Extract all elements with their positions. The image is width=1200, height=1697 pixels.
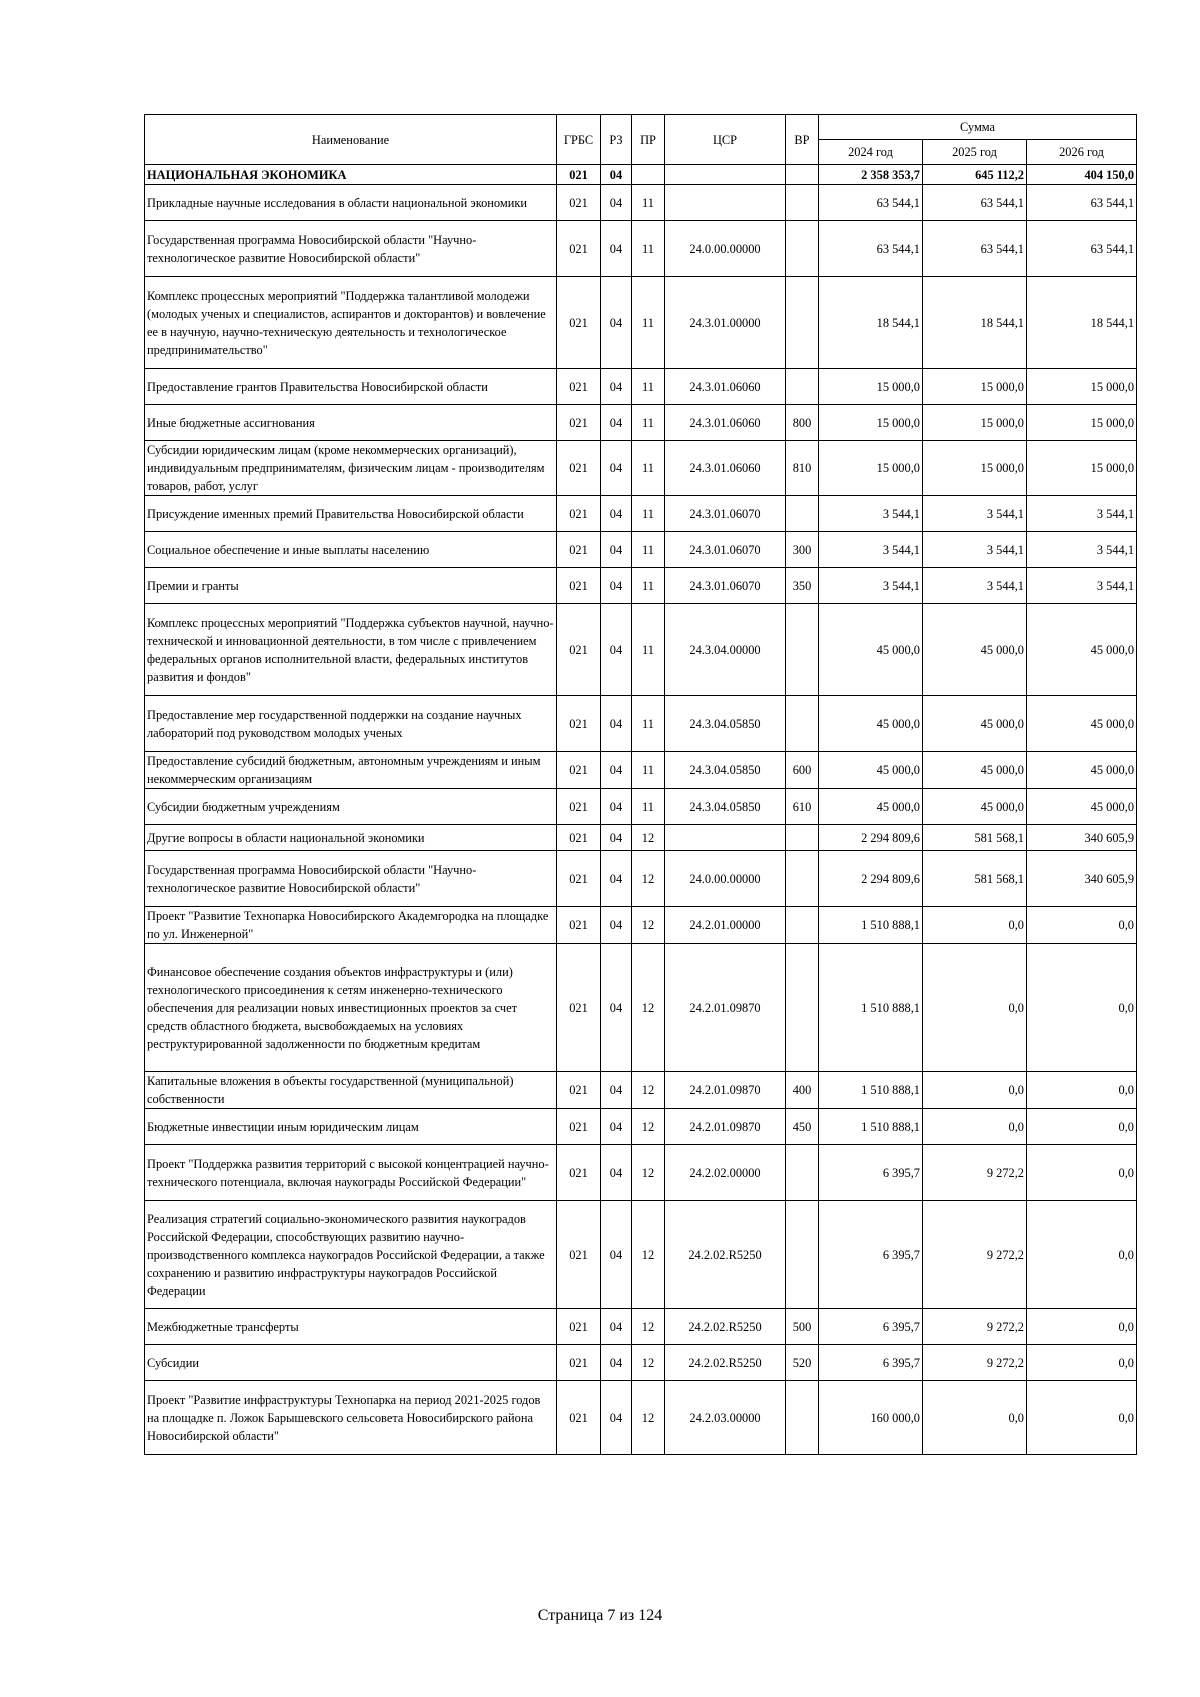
row-amount-2024: 45 000,0 (819, 696, 923, 752)
row-amount-2025: 15 000,0 (923, 405, 1027, 441)
row-amount-2025: 581 568,1 (923, 851, 1027, 907)
row-grbs: 021 (557, 1345, 601, 1381)
row-pr: 11 (632, 369, 665, 405)
row-pr: 12 (632, 851, 665, 907)
row-csr: 24.2.02.R5250 (665, 1309, 786, 1345)
table-row (145, 1201, 1137, 1309)
row-amount-2024: 1 510 888,1 (819, 1072, 923, 1109)
header-year-2025: 2025 год (923, 140, 1027, 165)
row-vr (786, 944, 819, 1072)
row-amount-2025: 15 000,0 (923, 369, 1027, 405)
row-csr: 24.2.01.09870 (665, 1072, 786, 1109)
table-row (145, 277, 1137, 369)
table-row (145, 752, 1137, 789)
row-amount-2024: 1 510 888,1 (819, 1109, 923, 1145)
row-amount-2024: 160 000,0 (819, 1381, 923, 1455)
row-vr: 610 (786, 789, 819, 825)
row-grbs: 021 (557, 1145, 601, 1201)
row-pr: 11 (632, 532, 665, 568)
table-row (145, 825, 1137, 851)
row-amount-2026: 15 000,0 (1027, 405, 1137, 441)
table-row (145, 1345, 1137, 1381)
row-amount-2026: 340 605,9 (1027, 851, 1137, 907)
row-vr (786, 1201, 819, 1309)
row-vr: 810 (786, 441, 819, 496)
table-row (145, 441, 1137, 496)
header-year-2026: 2026 год (1027, 140, 1137, 165)
row-rz: 04 (601, 1109, 632, 1145)
row-grbs: 021 (557, 496, 601, 532)
row-amount-2024: 3 544,1 (819, 532, 923, 568)
table-row (145, 405, 1137, 441)
row-rz: 04 (601, 944, 632, 1072)
row-amount-2024: 15 000,0 (819, 405, 923, 441)
row-amount-2026: 3 544,1 (1027, 568, 1137, 604)
row-rz: 04 (601, 851, 632, 907)
row-pr: 12 (632, 1345, 665, 1381)
row-csr: 24.3.01.06060 (665, 405, 786, 441)
row-grbs: 021 (557, 907, 601, 944)
table-row (145, 165, 1137, 185)
row-csr (665, 825, 786, 851)
row-rz: 04 (601, 568, 632, 604)
row-amount-2024: 2 294 809,6 (819, 825, 923, 851)
row-rz: 04 (601, 1381, 632, 1455)
table-row (145, 851, 1137, 907)
row-pr: 11 (632, 405, 665, 441)
row-amount-2024: 6 395,7 (819, 1309, 923, 1345)
row-grbs: 021 (557, 185, 601, 221)
row-name: Реализация стратегий социально-экономического развития наукоградов Российской Федерации, способствующих развитию научно-производственного комплекса наукоградов Российской Федерации, а также сохранению и развитию инфраструктуры наукоградов Российской Федерации (145, 1201, 557, 1309)
row-rz: 04 (601, 277, 632, 369)
row-pr: 11 (632, 277, 665, 369)
row-vr: 400 (786, 1072, 819, 1109)
table-row (145, 1109, 1137, 1145)
row-csr: 24.3.01.06070 (665, 568, 786, 604)
row-name: Финансовое обеспечение создания объектов инфраструктуры и (или) технологического присоединения к сетям инженерно-технического обеспечения для реализации новых инвестиционных проектов за счет средств областного бюджета, высвобождаемых на условиях реструктурированной задолженности по бюджетным кредитам (145, 944, 557, 1072)
row-amount-2025: 0,0 (923, 1381, 1027, 1455)
row-vr (786, 165, 819, 185)
row-pr: 12 (632, 1109, 665, 1145)
table-row (145, 789, 1137, 825)
row-amount-2024: 3 544,1 (819, 496, 923, 532)
row-amount-2026: 0,0 (1027, 1381, 1137, 1455)
row-amount-2026: 0,0 (1027, 944, 1137, 1072)
row-amount-2025: 3 544,1 (923, 568, 1027, 604)
row-csr: 24.3.01.06060 (665, 441, 786, 496)
row-amount-2024: 63 544,1 (819, 185, 923, 221)
row-grbs: 021 (557, 165, 601, 185)
row-amount-2025: 0,0 (923, 944, 1027, 1072)
row-amount-2025: 581 568,1 (923, 825, 1027, 851)
row-amount-2025: 45 000,0 (923, 604, 1027, 696)
row-name: Капитальные вложения в объекты государственной (муниципальной) собственности (145, 1072, 557, 1109)
row-amount-2026: 3 544,1 (1027, 496, 1137, 532)
row-amount-2024: 6 395,7 (819, 1345, 923, 1381)
row-csr: 24.0.00.00000 (665, 851, 786, 907)
row-amount-2025: 9 272,2 (923, 1345, 1027, 1381)
table-body (145, 165, 1137, 1455)
row-amount-2026: 0,0 (1027, 1072, 1137, 1109)
row-name: Бюджетные инвестиции иным юридическим лицам (145, 1109, 557, 1145)
row-grbs: 021 (557, 825, 601, 851)
row-rz: 04 (601, 405, 632, 441)
row-amount-2024: 18 544,1 (819, 277, 923, 369)
row-amount-2025: 9 272,2 (923, 1309, 1027, 1345)
row-amount-2025: 9 272,2 (923, 1201, 1027, 1309)
row-rz: 04 (601, 441, 632, 496)
table-row (145, 369, 1137, 405)
row-grbs: 021 (557, 532, 601, 568)
row-vr: 350 (786, 568, 819, 604)
row-rz: 04 (601, 1145, 632, 1201)
row-amount-2024: 6 395,7 (819, 1201, 923, 1309)
table-row (145, 496, 1137, 532)
table-row (145, 1309, 1137, 1345)
header-csr: ЦСР (665, 115, 786, 165)
row-amount-2025: 15 000,0 (923, 441, 1027, 496)
row-grbs: 021 (557, 789, 601, 825)
row-amount-2025: 9 272,2 (923, 1145, 1027, 1201)
row-vr: 800 (786, 405, 819, 441)
row-vr (786, 369, 819, 405)
row-vr (786, 907, 819, 944)
row-name: Комплекс процессных мероприятий "Поддержка субъектов научной, научно-технической и инновационной деятельности, в том числе с привлечением федеральных органов исполнительной власти, федеральных институтов развития и фондов" (145, 604, 557, 696)
row-amount-2026: 0,0 (1027, 1109, 1137, 1145)
row-vr (786, 851, 819, 907)
table-row (145, 944, 1137, 1072)
row-grbs: 021 (557, 405, 601, 441)
row-vr: 500 (786, 1309, 819, 1345)
table-row (145, 696, 1137, 752)
row-grbs: 021 (557, 1381, 601, 1455)
row-pr: 11 (632, 604, 665, 696)
row-rz: 04 (601, 221, 632, 277)
row-vr: 300 (786, 532, 819, 568)
header-vr: ВР (786, 115, 819, 165)
row-amount-2026: 15 000,0 (1027, 369, 1137, 405)
row-name: Субсидии юридическим лицам (кроме некоммерческих организаций), индивидуальным предпринимателям, физическим лицам - производителям товаров, работ, услуг (145, 441, 557, 496)
row-pr: 11 (632, 696, 665, 752)
row-amount-2026: 404 150,0 (1027, 165, 1137, 185)
row-csr: 24.2.02.00000 (665, 1145, 786, 1201)
row-amount-2026: 45 000,0 (1027, 696, 1137, 752)
row-name: Субсидии бюджетным учреждениям (145, 789, 557, 825)
row-pr: 11 (632, 752, 665, 789)
row-rz: 04 (601, 1072, 632, 1109)
row-rz: 04 (601, 696, 632, 752)
row-csr: 24.3.04.05850 (665, 789, 786, 825)
row-amount-2026: 45 000,0 (1027, 789, 1137, 825)
row-csr: 24.2.02.R5250 (665, 1201, 786, 1309)
table-row (145, 907, 1137, 944)
row-name: Предоставление грантов Правительства Новосибирской области (145, 369, 557, 405)
row-amount-2024: 45 000,0 (819, 604, 923, 696)
row-pr: 11 (632, 185, 665, 221)
row-amount-2025: 0,0 (923, 1109, 1027, 1145)
table-row (145, 185, 1137, 221)
row-amount-2025: 63 544,1 (923, 185, 1027, 221)
row-pr: 11 (632, 568, 665, 604)
row-amount-2025: 645 112,2 (923, 165, 1027, 185)
row-amount-2025: 63 544,1 (923, 221, 1027, 277)
table-header (145, 115, 1137, 165)
row-csr: 24.2.01.00000 (665, 907, 786, 944)
row-name: НАЦИОНАЛЬНАЯ ЭКОНОМИКА (145, 165, 557, 185)
row-amount-2026: 0,0 (1027, 1345, 1137, 1381)
table-row (145, 1145, 1137, 1201)
row-csr (665, 185, 786, 221)
table-row (145, 221, 1137, 277)
row-grbs: 021 (557, 221, 601, 277)
row-pr: 12 (632, 1309, 665, 1345)
row-name: Прикладные научные исследования в области национальной экономики (145, 185, 557, 221)
row-rz: 04 (601, 825, 632, 851)
row-amount-2024: 6 395,7 (819, 1145, 923, 1201)
header-year-2024: 2024 год (819, 140, 923, 165)
row-amount-2026: 18 544,1 (1027, 277, 1137, 369)
row-pr: 12 (632, 1201, 665, 1309)
row-vr (786, 185, 819, 221)
row-amount-2025: 45 000,0 (923, 696, 1027, 752)
row-rz: 04 (601, 1345, 632, 1381)
row-name: Социальное обеспечение и иные выплаты населению (145, 532, 557, 568)
row-rz: 04 (601, 165, 632, 185)
row-vr (786, 221, 819, 277)
header-sum: Сумма (819, 115, 1137, 140)
row-pr: 12 (632, 944, 665, 1072)
row-rz: 04 (601, 789, 632, 825)
row-csr: 24.3.01.06060 (665, 369, 786, 405)
row-vr (786, 825, 819, 851)
row-amount-2026: 3 544,1 (1027, 532, 1137, 568)
row-csr: 24.2.01.09870 (665, 1109, 786, 1145)
row-csr: 24.2.01.09870 (665, 944, 786, 1072)
row-pr: 11 (632, 441, 665, 496)
page-number: Страница 7 из 124 (537, 1607, 663, 1624)
row-rz: 04 (601, 1309, 632, 1345)
row-grbs: 021 (557, 944, 601, 1072)
row-amount-2026: 63 544,1 (1027, 185, 1137, 221)
row-pr: 12 (632, 1145, 665, 1201)
row-amount-2025: 45 000,0 (923, 789, 1027, 825)
row-pr: 11 (632, 221, 665, 277)
row-name: Государственная программа Новосибирской области "Научно-технологическое развитие Новосибирской области" (145, 851, 557, 907)
row-rz: 04 (601, 604, 632, 696)
row-amount-2026: 340 605,9 (1027, 825, 1137, 851)
row-csr: 24.2.02.R5250 (665, 1345, 786, 1381)
row-name: Проект "Развитие Технопарка Новосибирского Академгородка на площадке по ул. Инженерной" (145, 907, 557, 944)
row-pr (632, 165, 665, 185)
row-name: Проект "Развитие инфраструктуры Технопарка на период 2021-2025 годов на площадке п. Ложок Барышевского сельсовета Новосибирского района Новосибирской области" (145, 1381, 557, 1455)
row-amount-2026: 45 000,0 (1027, 604, 1137, 696)
row-pr: 11 (632, 789, 665, 825)
row-grbs: 021 (557, 1201, 601, 1309)
row-amount-2026: 15 000,0 (1027, 441, 1137, 496)
row-vr (786, 277, 819, 369)
row-name: Проект "Поддержка развития территорий с высокой концентрацией научно-технического потенциала, включая наукограды Российской Федерации" (145, 1145, 557, 1201)
row-csr: 24.3.01.00000 (665, 277, 786, 369)
row-amount-2024: 15 000,0 (819, 441, 923, 496)
row-csr: 24.3.04.05850 (665, 752, 786, 789)
row-name: Другие вопросы в области национальной экономики (145, 825, 557, 851)
row-vr: 520 (786, 1345, 819, 1381)
row-amount-2024: 2 294 809,6 (819, 851, 923, 907)
row-grbs: 021 (557, 1109, 601, 1145)
row-amount-2024: 1 510 888,1 (819, 944, 923, 1072)
row-amount-2025: 0,0 (923, 907, 1027, 944)
row-grbs: 021 (557, 604, 601, 696)
row-csr: 24.3.04.05850 (665, 696, 786, 752)
row-grbs: 021 (557, 568, 601, 604)
row-amount-2024: 45 000,0 (819, 752, 923, 789)
row-csr: 24.3.01.06070 (665, 496, 786, 532)
row-grbs: 021 (557, 1072, 601, 1109)
row-name: Премии и гранты (145, 568, 557, 604)
row-grbs: 021 (557, 696, 601, 752)
row-name: Предоставление мер государственной поддержки на создание научных лабораторий под руководством молодых ученых (145, 696, 557, 752)
row-amount-2025: 0,0 (923, 1072, 1027, 1109)
row-name: Комплекс процессных мероприятий "Поддержка талантливой молодежи (молодых ученых и специалистов, аспирантов и докторантов) и вовлечение ее в научную, научно-техническую деятельность и технологическое предпринимательство" (145, 277, 557, 369)
row-rz: 04 (601, 369, 632, 405)
row-rz: 04 (601, 1201, 632, 1309)
header-rz: РЗ (601, 115, 632, 165)
row-rz: 04 (601, 907, 632, 944)
row-rz: 04 (601, 185, 632, 221)
row-vr: 600 (786, 752, 819, 789)
row-vr (786, 696, 819, 752)
header-pr: ПР (632, 115, 665, 165)
table-row (145, 532, 1137, 568)
row-vr (786, 604, 819, 696)
row-pr: 11 (632, 496, 665, 532)
row-amount-2024: 2 358 353,7 (819, 165, 923, 185)
row-csr: 24.3.04.00000 (665, 604, 786, 696)
row-name: Государственная программа Новосибирской области "Научно-технологическое развитие Новосибирской области" (145, 221, 557, 277)
row-amount-2026: 63 544,1 (1027, 221, 1137, 277)
row-vr: 450 (786, 1109, 819, 1145)
row-grbs: 021 (557, 851, 601, 907)
row-csr: 24.3.01.06070 (665, 532, 786, 568)
header-name: Наименование (145, 115, 557, 165)
row-name: Межбюджетные трансферты (145, 1309, 557, 1345)
table-row (145, 604, 1137, 696)
row-amount-2026: 45 000,0 (1027, 752, 1137, 789)
row-name: Предоставление субсидий бюджетным, автономным учреждениям и иным некоммерческим организациям (145, 752, 557, 789)
row-rz: 04 (601, 532, 632, 568)
row-amount-2024: 63 544,1 (819, 221, 923, 277)
row-amount-2024: 45 000,0 (819, 789, 923, 825)
row-rz: 04 (601, 752, 632, 789)
table-row (145, 1381, 1137, 1455)
row-amount-2024: 1 510 888,1 (819, 907, 923, 944)
table-row (145, 568, 1137, 604)
row-grbs: 021 (557, 369, 601, 405)
row-name: Присуждение именных премий Правительства Новосибирской области (145, 496, 557, 532)
row-vr (786, 1145, 819, 1201)
row-name: Иные бюджетные ассигнования (145, 405, 557, 441)
row-amount-2025: 3 544,1 (923, 496, 1027, 532)
row-amount-2025: 18 544,1 (923, 277, 1027, 369)
row-amount-2026: 0,0 (1027, 907, 1137, 944)
row-csr: 24.2.03.00000 (665, 1381, 786, 1455)
table-row (145, 1072, 1137, 1109)
row-grbs: 021 (557, 441, 601, 496)
row-name: Субсидии (145, 1345, 557, 1381)
row-amount-2026: 0,0 (1027, 1145, 1137, 1201)
row-pr: 12 (632, 907, 665, 944)
header-grbs: ГРБС (557, 115, 601, 165)
row-amount-2025: 45 000,0 (923, 752, 1027, 789)
row-rz: 04 (601, 496, 632, 532)
row-csr (665, 165, 786, 185)
row-pr: 12 (632, 825, 665, 851)
row-amount-2026: 0,0 (1027, 1201, 1137, 1309)
row-amount-2026: 0,0 (1027, 1309, 1137, 1345)
row-grbs: 021 (557, 277, 601, 369)
row-amount-2024: 15 000,0 (819, 369, 923, 405)
row-vr (786, 1381, 819, 1455)
row-grbs: 021 (557, 1309, 601, 1345)
row-vr (786, 496, 819, 532)
row-grbs: 021 (557, 752, 601, 789)
row-pr: 12 (632, 1072, 665, 1109)
budget-table (144, 114, 1137, 1455)
row-csr: 24.0.00.00000 (665, 221, 786, 277)
row-amount-2025: 3 544,1 (923, 532, 1027, 568)
row-pr: 12 (632, 1381, 665, 1455)
row-amount-2024: 3 544,1 (819, 568, 923, 604)
